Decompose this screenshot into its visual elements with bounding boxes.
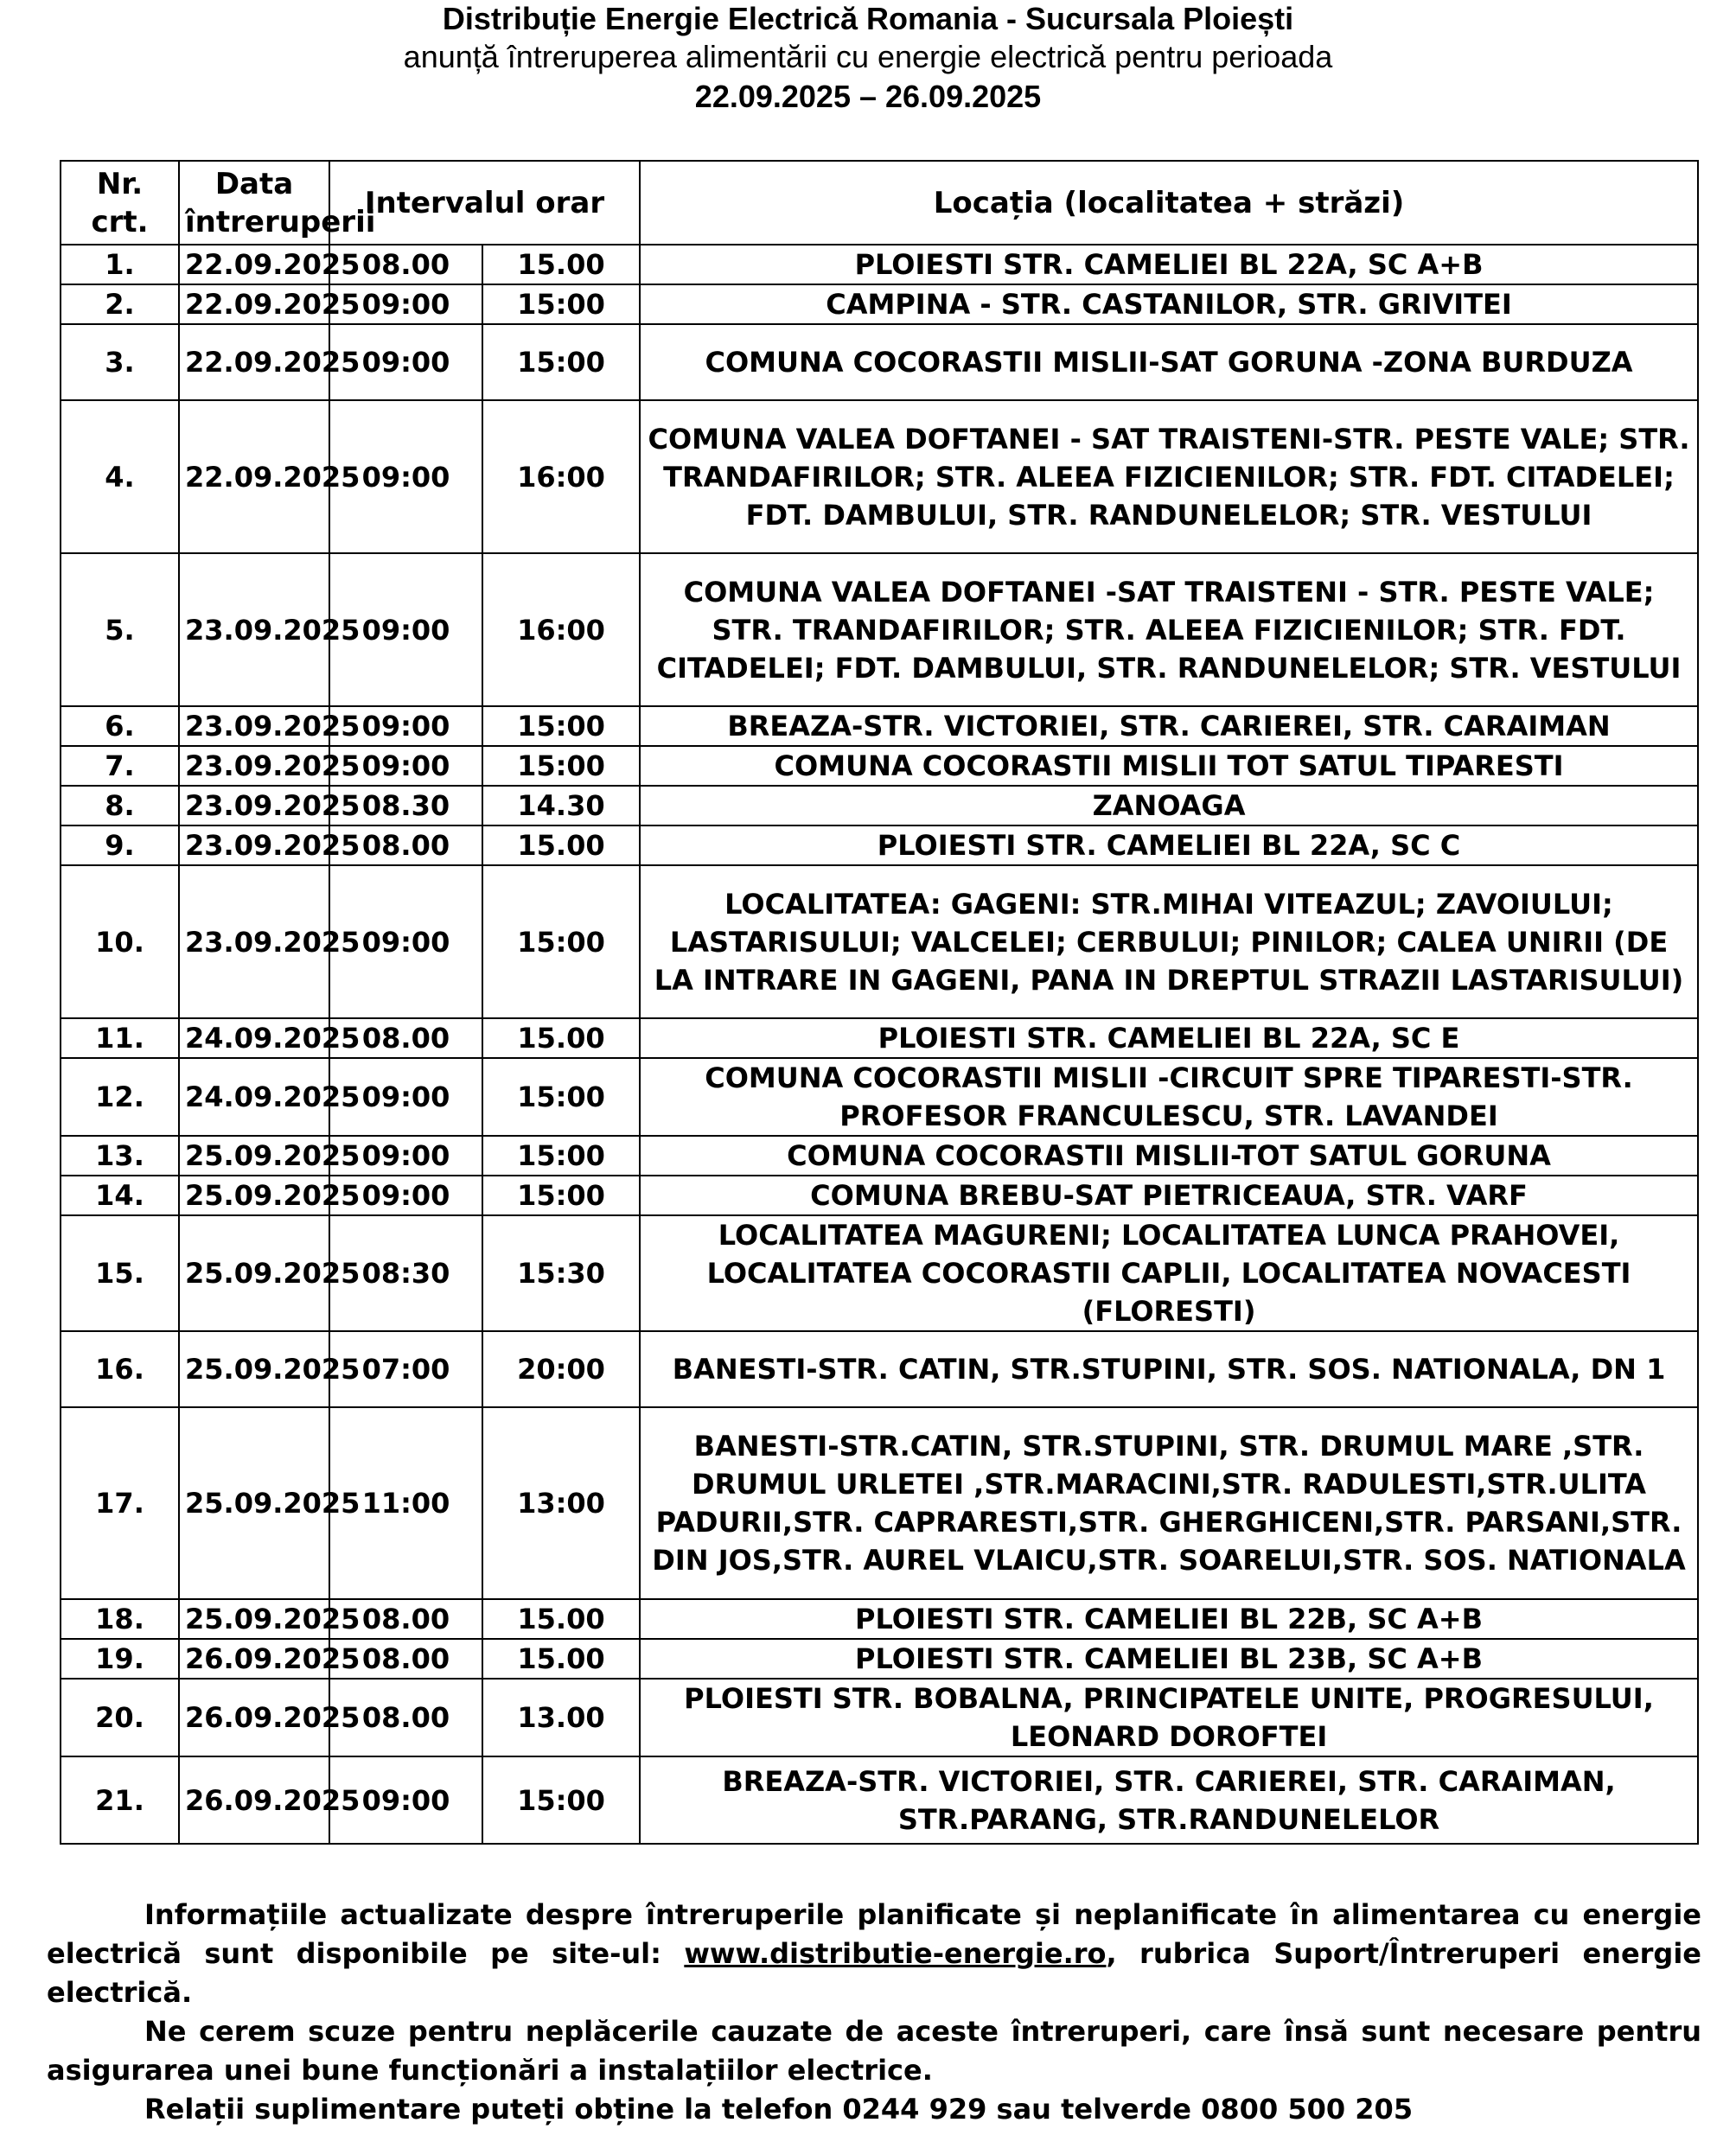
row-date: 26.09.2025: [179, 1639, 329, 1679]
row-end-time: 15:00: [482, 1058, 640, 1136]
table-row: [61, 786, 1698, 825]
row-location: COMUNA COCORASTII MISLII TOT SATUL TIPARESTI: [640, 746, 1698, 786]
row-end-time: 15.00: [482, 825, 640, 865]
table-row: [61, 1639, 1698, 1679]
row-end-time: 15.00: [482, 1639, 640, 1679]
row-number: 13.: [61, 1136, 179, 1176]
row-number: 9.: [61, 825, 179, 865]
row-location: COMUNA COCORASTII MISLII -CIRCUIT SPRE TIPARESTI-STR. PROFESOR FRANCULESCU, STR. LAVANDEI: [640, 1058, 1698, 1136]
header-data-intreruperii: Data întreruperii: [179, 161, 329, 245]
row-start-time: 09:00: [329, 746, 482, 786]
row-location: BREAZA-STR. VICTORIEI, STR. CARIEREI, STR. CARAIMAN: [640, 706, 1698, 746]
table-row: [61, 746, 1698, 786]
contact-paragraph: Relații suplimentare puteți obține la telefon 0244 929 sau telverde 0800 500 205: [144, 2093, 1414, 2126]
header-interval-orar: Intervalul orar: [329, 161, 640, 245]
row-start-time: 08.30: [329, 786, 482, 825]
row-location: ZANOAGA: [640, 786, 1698, 825]
row-start-time: 11:00: [329, 1407, 482, 1599]
row-end-time: 15.00: [482, 245, 640, 284]
row-location: COMUNA COCORASTII MISLII-TOT SATUL GORUNA: [640, 1136, 1698, 1176]
header-locatia: Locația (localitatea + străzi): [640, 161, 1698, 245]
row-date: 25.09.2025: [179, 1176, 329, 1215]
row-end-time: 15:00: [482, 1756, 640, 1844]
row-end-time: 13:00: [482, 1407, 640, 1599]
row-date: 22.09.2025: [179, 324, 329, 400]
row-start-time: 08.00: [329, 1599, 482, 1639]
row-location: BANESTI-STR. CATIN, STR.STUPINI, STR. SOS. NATIONALA, DN 1: [640, 1331, 1698, 1407]
row-number: 6.: [61, 706, 179, 746]
row-date: 23.09.2025: [179, 786, 329, 825]
table-row: [61, 825, 1698, 865]
row-date: 26.09.2025: [179, 1756, 329, 1844]
row-end-time: 16:00: [482, 553, 640, 706]
table-body: [61, 245, 1698, 1844]
row-location: PLOIESTI STR. CAMELIEI BL 22A, SC E: [640, 1018, 1698, 1058]
row-start-time: 07:00: [329, 1331, 482, 1407]
row-number: 21.: [61, 1756, 179, 1844]
row-number: 20.: [61, 1679, 179, 1756]
row-start-time: 08.00: [329, 1018, 482, 1058]
row-start-time: 09:00: [329, 553, 482, 706]
row-end-time: 15:00: [482, 284, 640, 324]
info-paragraph: Informațiile actualizate despre întreruperile planificate și neplanificate în alimentarea cu energie electrică sunt disponibile pe site-ul: www.distributie-energie.ro, rubrica Suport/Întreruperi energie electrică.: [47, 1898, 1702, 2009]
row-date: 22.09.2025: [179, 400, 329, 553]
table-row: [61, 1018, 1698, 1058]
row-end-time: 15.00: [482, 1018, 640, 1058]
row-number: 2.: [61, 284, 179, 324]
row-number: 1.: [61, 245, 179, 284]
row-number: 15.: [61, 1215, 179, 1331]
table-header-row: [61, 161, 1698, 245]
table-row: [61, 1176, 1698, 1215]
row-end-time: 15:00: [482, 865, 640, 1018]
row-start-time: 08.00: [329, 245, 482, 284]
row-location: PLOIESTI STR. CAMELIEI BL 22B, SC A+B: [640, 1599, 1698, 1639]
row-end-time: 14.30: [482, 786, 640, 825]
row-number: 12.: [61, 1058, 179, 1136]
row-number: 10.: [61, 865, 179, 1018]
row-number: 17.: [61, 1407, 179, 1599]
table-row: [61, 1679, 1698, 1756]
table-row: [61, 1058, 1698, 1136]
table-row: [61, 1599, 1698, 1639]
row-date: 23.09.2025: [179, 746, 329, 786]
row-end-time: 20:00: [482, 1331, 640, 1407]
row-location: COMUNA BREBU-SAT PIETRICEAUA, STR. VARF: [640, 1176, 1698, 1215]
row-start-time: 09:00: [329, 324, 482, 400]
row-location: COMUNA COCORASTII MISLII-SAT GORUNA -ZONA BURDUZA: [640, 324, 1698, 400]
row-location: LOCALITATEA MAGURENI; LOCALITATEA LUNCA PRAHOVEI, LOCALITATEA COCORASTII CAPLII, LOCALITATEA NOVACESTI (FLORESTI): [640, 1215, 1698, 1331]
row-number: 18.: [61, 1599, 179, 1639]
row-number: 19.: [61, 1639, 179, 1679]
row-end-time: 15:00: [482, 1176, 640, 1215]
table-row: [61, 1756, 1698, 1844]
row-location: BANESTI-STR.CATIN, STR.STUPINI, STR. DRUMUL MARE ,STR. DRUMUL URLETEI ,STR.MARACINI,STR. RADULESTI,STR.ULITA PADURII,STR. CAPRARESTI,STR. GHERGHICENI,STR. PARSANI,STR. DIN JOS,STR. AUREL VLAICU,STR. SOARELUI,STR. SOS. NATIONALA: [640, 1407, 1698, 1599]
row-end-time: 16:00: [482, 400, 640, 553]
row-end-time: 15.00: [482, 1599, 640, 1639]
row-date: 22.09.2025: [179, 245, 329, 284]
row-number: 5.: [61, 553, 179, 706]
website-link[interactable]: www.distributie-energie.ro: [684, 1937, 1107, 1970]
row-location: COMUNA VALEA DOFTANEI -SAT TRAISTENI - STR. PESTE VALE; STR. TRANDAFIRILOR; STR. ALEEA FIZICIENILOR; STR. FDT. CITADELEI; FDT. DAMBULUI, STR. RANDUNELELOR; STR. VESTULUI: [640, 553, 1698, 706]
row-location: LOCALITATEA: GAGENI: STR.MIHAI VITEAZUL; ZAVOIULUI; LASTARISULUI; VALCELEI; CERBULUI; PINILOR; CALEA UNIRII (DE LA INTRARE IN GAGENI, PANA IN DREPTUL STRAZII LASTARISULUI): [640, 865, 1698, 1018]
row-start-time: 09:00: [329, 1756, 482, 1844]
row-number: 4.: [61, 400, 179, 553]
row-start-time: 09:00: [329, 284, 482, 324]
row-number: 14.: [61, 1176, 179, 1215]
row-start-time: 09:00: [329, 1176, 482, 1215]
table-row: [61, 400, 1698, 553]
row-location: PLOIESTI STR. CAMELIEI BL 23B, SC A+B: [640, 1639, 1698, 1679]
row-start-time: 09:00: [329, 706, 482, 746]
row-end-time: 15:00: [482, 746, 640, 786]
row-location: PLOIESTI STR. CAMELIEI BL 22A, SC C: [640, 825, 1698, 865]
row-date: 24.09.2025: [179, 1058, 329, 1136]
company-title: Distribuție Energie Electrică Romania - Sucursala Ploiești: [442, 1, 1294, 36]
row-date: 25.09.2025: [179, 1136, 329, 1176]
row-start-time: 08.00: [329, 1639, 482, 1679]
table-row: [61, 1331, 1698, 1407]
row-number: 7.: [61, 746, 179, 786]
row-location: PLOIESTI STR. BOBALNA, PRINCIPATELE UNITE, PROGRESULUI, LEONARD DOROFTEI: [640, 1679, 1698, 1756]
document-header: [0, 0, 1736, 118]
announcement-subtitle: anunță întreruperea alimentării cu energie electrică pentru perioada: [403, 39, 1333, 74]
row-end-time: 13.00: [482, 1679, 640, 1756]
row-date: 25.09.2025: [179, 1407, 329, 1599]
row-date: 23.09.2025: [179, 706, 329, 746]
row-date: 25.09.2025: [179, 1215, 329, 1331]
row-date: 22.09.2025: [179, 284, 329, 324]
row-start-time: 08.00: [329, 825, 482, 865]
table-row: [61, 865, 1698, 1018]
row-number: 16.: [61, 1331, 179, 1407]
row-end-time: 15:00: [482, 1136, 640, 1176]
row-date: 25.09.2025: [179, 1599, 329, 1639]
table-row: [61, 1407, 1698, 1599]
row-start-time: 09:00: [329, 1058, 482, 1136]
row-start-time: 09:00: [329, 1136, 482, 1176]
row-number: 8.: [61, 786, 179, 825]
row-start-time: 08:30: [329, 1215, 482, 1331]
row-start-time: 09:00: [329, 865, 482, 1018]
table-row: [61, 706, 1698, 746]
footer-notes: [47, 1896, 1701, 2129]
row-location: PLOIESTI STR. CAMELIEI BL 22A, SC A+B: [640, 245, 1698, 284]
row-date: 24.09.2025: [179, 1018, 329, 1058]
header-nr-crt: Nr. crt.: [61, 161, 179, 245]
row-end-time: 15:00: [482, 324, 640, 400]
row-date: 23.09.2025: [179, 825, 329, 865]
row-location: CAMPINA - STR. CASTANILOR, STR. GRIVITEI: [640, 284, 1698, 324]
row-location: BREAZA-STR. VICTORIEI, STR. CARIEREI, STR. CARAIMAN, STR.PARANG, STR.RANDUNELELOR: [640, 1756, 1698, 1844]
row-end-time: 15:30: [482, 1215, 640, 1331]
period-dates: 22.09.2025 – 26.09.2025: [694, 79, 1042, 114]
row-date: 23.09.2025: [179, 865, 329, 1018]
row-number: 11.: [61, 1018, 179, 1058]
row-end-time: 15:00: [482, 706, 640, 746]
table-row: [61, 245, 1698, 284]
row-number: 3.: [61, 324, 179, 400]
row-date: 23.09.2025: [179, 553, 329, 706]
apology-paragraph: Ne cerem scuze pentru neplăcerile cauzate de aceste întreruperi, care însă sunt necesare pentru asigurarea unei bune funcționări a instalațiilor electrice.: [47, 2015, 1701, 2087]
row-start-time: 09:00: [329, 400, 482, 553]
row-location: COMUNA VALEA DOFTANEI - SAT TRAISTENI-STR. PESTE VALE; STR. TRANDAFIRILOR; STR. ALEEA FIZICIENILOR; STR. FDT. CITADELEI; FDT. DAMBULUI, STR. RANDUNELELOR; STR. VESTULUI: [640, 400, 1698, 553]
table-row: [61, 553, 1698, 706]
row-start-time: 08.00: [329, 1679, 482, 1756]
interruptions-table: [60, 160, 1699, 1845]
table-row: [61, 1136, 1698, 1176]
table-row: [61, 284, 1698, 324]
row-date: 25.09.2025: [179, 1331, 329, 1407]
table-row: [61, 324, 1698, 400]
row-date: 26.09.2025: [179, 1679, 329, 1756]
table-row: [61, 1215, 1698, 1331]
